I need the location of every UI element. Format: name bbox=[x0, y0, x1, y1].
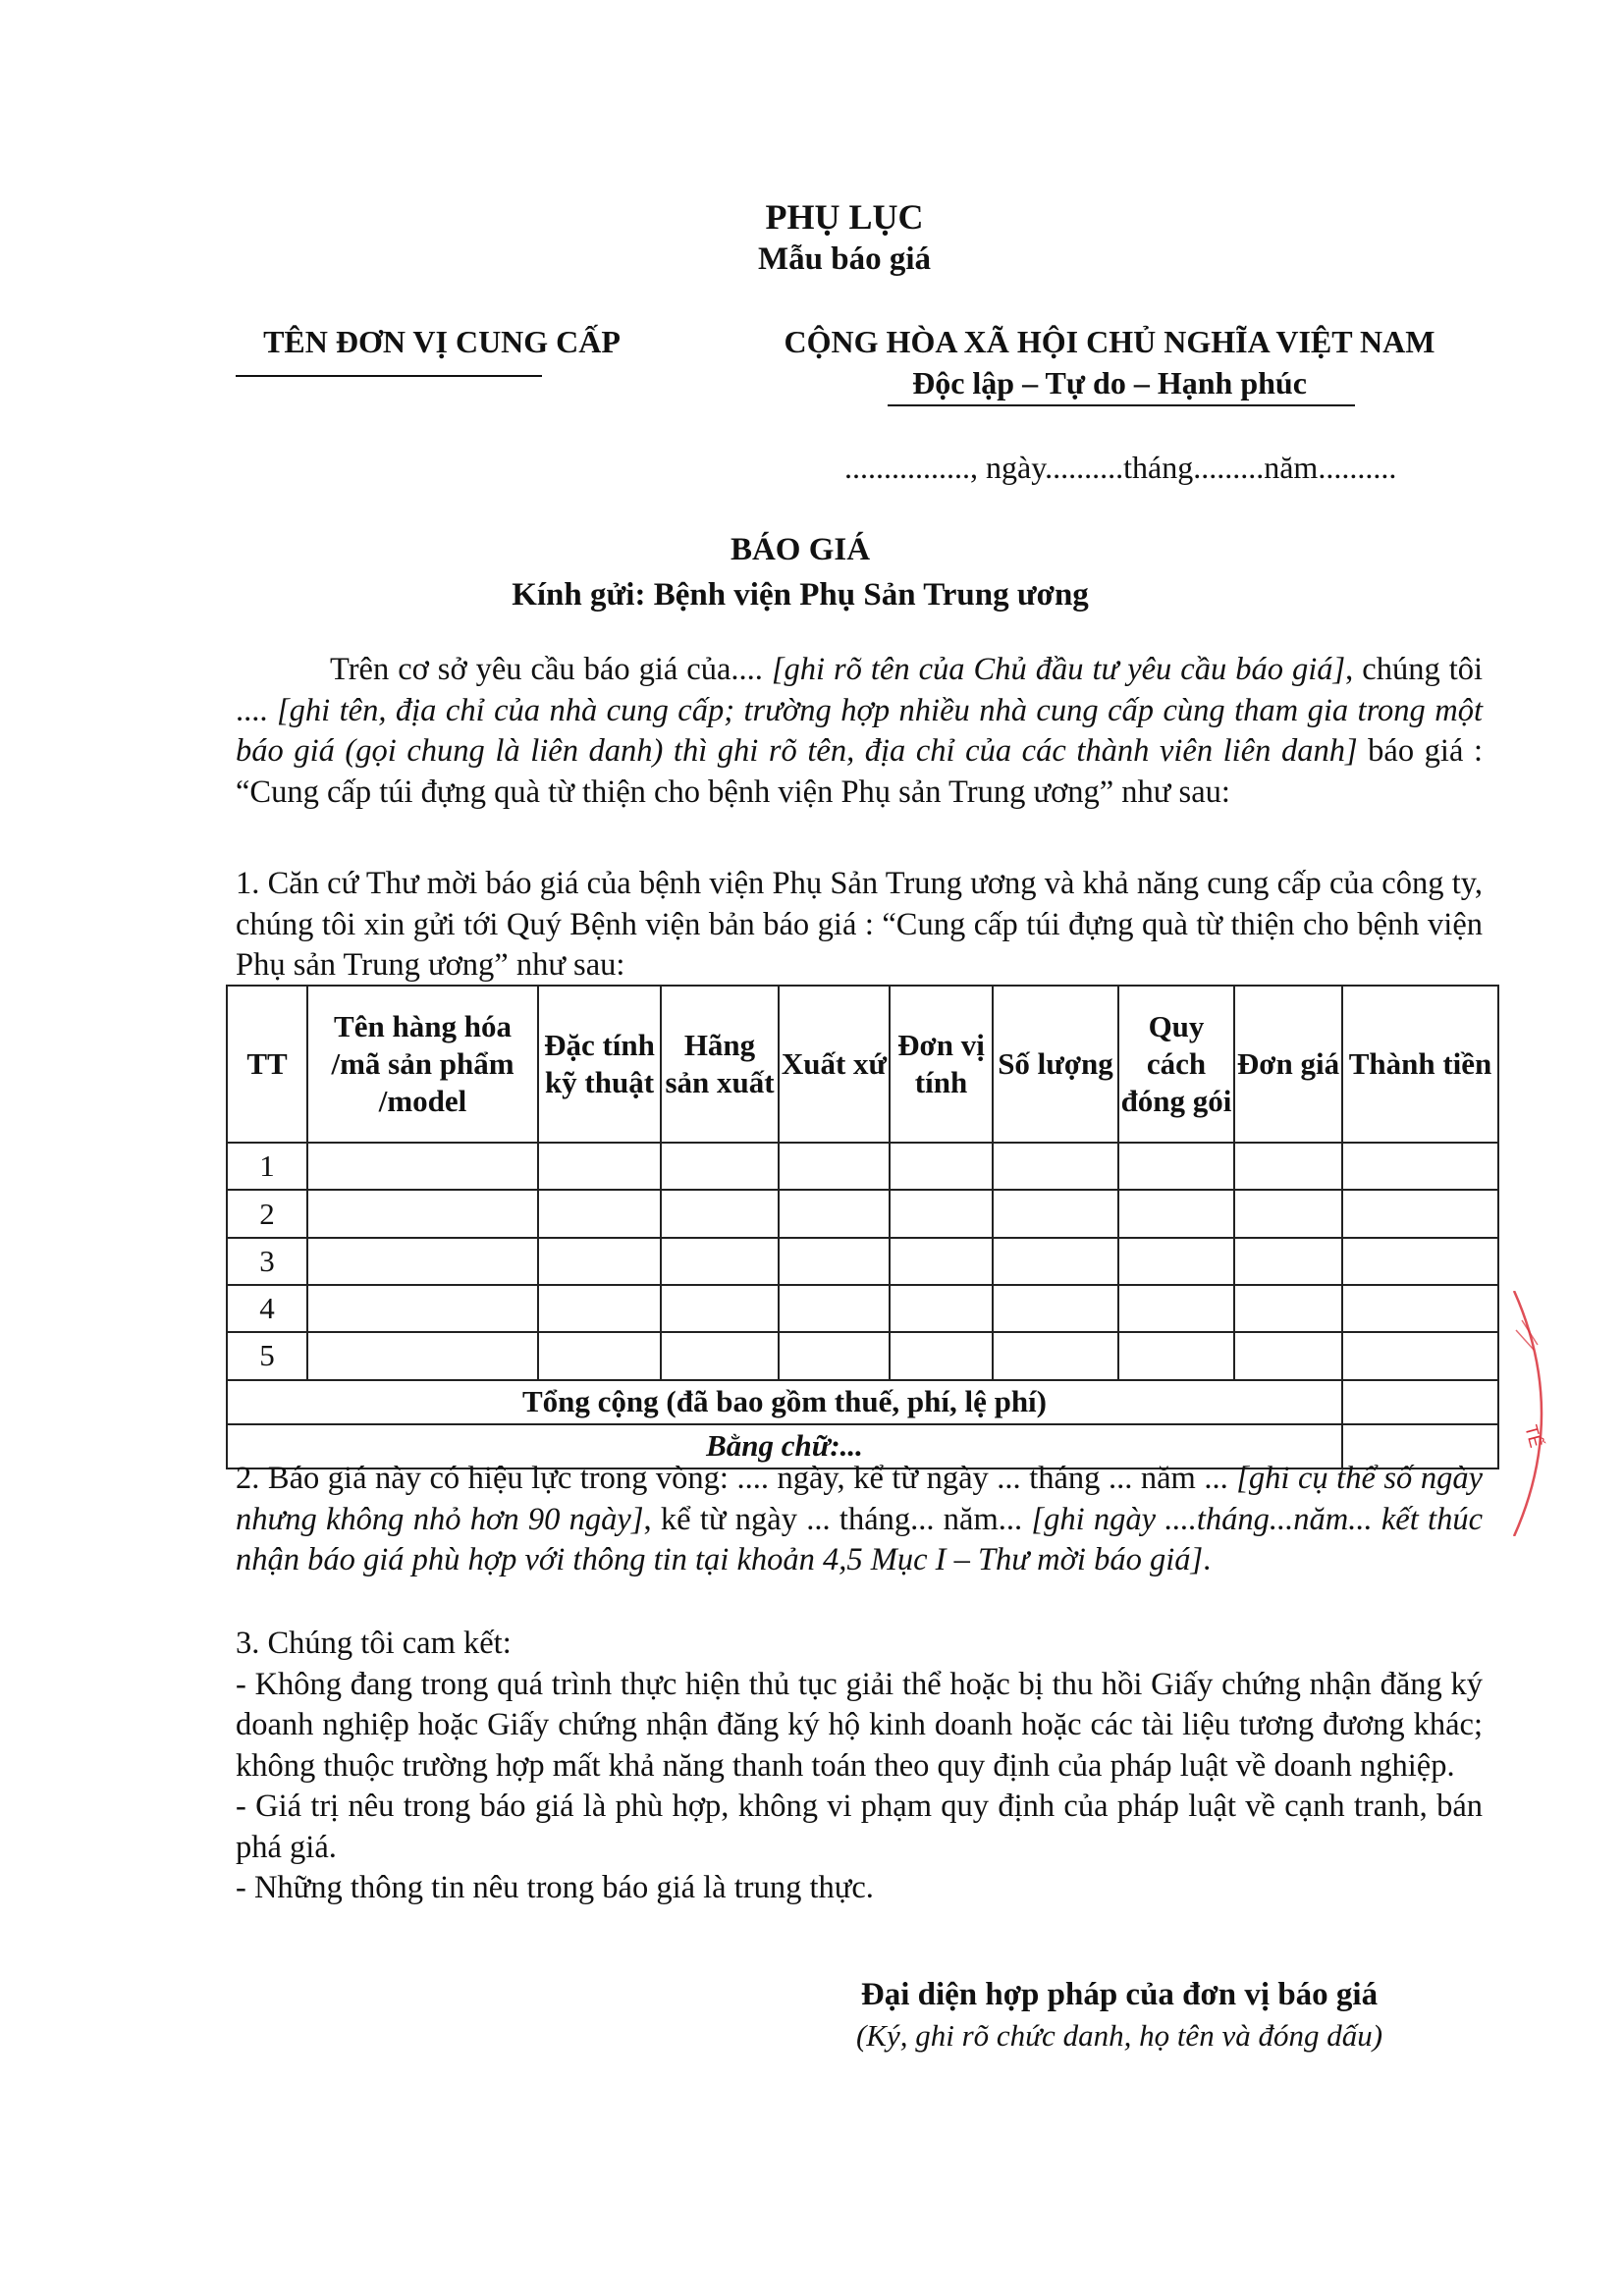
table-cell[interactable] bbox=[661, 1190, 779, 1237]
table-cell[interactable] bbox=[661, 1238, 779, 1285]
stamp-text: TẾ bbox=[1521, 1422, 1546, 1450]
commitment-item: - Những thông tin nêu trong báo giá là trung thực. bbox=[236, 1870, 874, 1905]
header-unit: Đơn vị tính bbox=[890, 986, 993, 1143]
table-row bbox=[227, 1190, 1498, 1237]
motto-underline bbox=[888, 404, 1355, 406]
recipient-line: Kính gửi: Bệnh viện Phụ Sản Trung ương bbox=[512, 577, 1089, 613]
commitment-item: - Giá trị nêu trong báo giá là phù hợp, không vi phạm quy định của pháp luật về cạnh tranh, bán phá giá. bbox=[236, 1789, 1483, 1865]
table-row bbox=[227, 1238, 1498, 1285]
table-cell[interactable] bbox=[538, 1190, 661, 1237]
table-cell[interactable] bbox=[993, 1190, 1118, 1237]
table-cell[interactable] bbox=[779, 1285, 890, 1332]
header-packaging: Quy cách đóng gói bbox=[1118, 986, 1234, 1143]
intro-mid: , chúng tôi .... bbox=[236, 652, 1484, 728]
table-cell[interactable] bbox=[779, 1238, 890, 1285]
table-row bbox=[227, 1285, 1498, 1332]
table-cell[interactable] bbox=[661, 1332, 779, 1379]
commitment-item: - Không đang trong quá trình thực hiện thủ tục giải thể hoặc bị thu hồi Giấy chứng nhận đăng ký doanh nghiệp hoặc Giấy chứng nhận đăng ký hộ kinh doanh hoặc các tài liệu tương đương khác; không thuộc trường hợp mất khả năng thanh toán theo quy định của pháp luật về doanh nghiệp. bbox=[236, 1666, 1483, 1784]
table-cell[interactable] bbox=[661, 1285, 779, 1332]
table-cell[interactable] bbox=[890, 1285, 993, 1332]
date-line: ................, ngày..........tháng.........năm.......... bbox=[844, 450, 1397, 485]
table-cell[interactable] bbox=[307, 1190, 538, 1237]
table-cell[interactable] bbox=[538, 1332, 661, 1379]
total-label: Tổng cộng (đã bao gồm thuế, phí, lệ phí) bbox=[227, 1380, 1342, 1424]
total-amount-cell[interactable] bbox=[1342, 1380, 1498, 1424]
table-cell[interactable] bbox=[307, 1332, 538, 1379]
table-cell[interactable] bbox=[890, 1238, 993, 1285]
table-cell[interactable] bbox=[307, 1143, 538, 1190]
section-1-paragraph: 1. Căn cứ Thư mời báo giá của bệnh viện Phụ Sản Trung ương và khả năng cung cấp của công ty, chúng tôi xin gửi tới Quý Bệnh viện bản báo giá : “Cung cấp túi đựng quà từ thiện cho bệnh viện Phụ sản Trung ương” như sau: bbox=[236, 866, 1483, 983]
header-amount: Thành tiền bbox=[1342, 986, 1498, 1143]
table-cell[interactable] bbox=[1234, 1238, 1342, 1285]
table-cell[interactable] bbox=[1234, 1285, 1342, 1332]
table-cell[interactable] bbox=[890, 1190, 993, 1237]
table-cell[interactable] bbox=[307, 1238, 538, 1285]
table-cell[interactable] bbox=[993, 1238, 1118, 1285]
table-cell[interactable] bbox=[1234, 1190, 1342, 1237]
table-cell[interactable] bbox=[661, 1143, 779, 1190]
table-cell[interactable] bbox=[1118, 1285, 1234, 1332]
intro-note-investor: [ghi rõ tên của Chủ đầu tư yêu cầu báo giá] bbox=[762, 652, 1346, 687]
table-cell[interactable] bbox=[779, 1190, 890, 1237]
table-cell[interactable] bbox=[1234, 1332, 1342, 1379]
header-quantity: Số lượng bbox=[993, 986, 1118, 1143]
table-cell[interactable] bbox=[538, 1238, 661, 1285]
section-2-tail: . bbox=[1203, 1542, 1212, 1577]
table-cell[interactable] bbox=[1342, 1332, 1498, 1379]
table-cell[interactable] bbox=[890, 1143, 993, 1190]
header-product-name: Tên hàng hóa /mã sản phẩm /model bbox=[307, 986, 538, 1143]
motto: Độc lập – Tự do – Hạnh phúc bbox=[912, 365, 1307, 400]
row-number: 3 bbox=[227, 1238, 307, 1285]
section-2-note-days: [ghi cụ thể số ngày nhưng không nhỏ hơn 90 ngày] bbox=[236, 1461, 1484, 1537]
total-row bbox=[227, 1380, 1498, 1424]
table-cell[interactable] bbox=[1118, 1332, 1234, 1379]
table-cell[interactable] bbox=[890, 1332, 993, 1379]
appendix-subtitle: Mẫu báo giá bbox=[757, 241, 932, 277]
table-cell[interactable] bbox=[1342, 1238, 1498, 1285]
table-row bbox=[227, 1143, 1498, 1190]
table-cell[interactable] bbox=[779, 1143, 890, 1190]
header-manufacturer: Hãng sản xuất bbox=[661, 986, 779, 1143]
row-number: 1 bbox=[227, 1143, 307, 1190]
signature-title: Đại diện hợp pháp của đơn vị báo giá bbox=[860, 1977, 1379, 2012]
table-cell[interactable] bbox=[1342, 1190, 1498, 1237]
red-stamp-fragment bbox=[1512, 1291, 1571, 1536]
table-cell[interactable] bbox=[1342, 1285, 1498, 1332]
header-origin: Xuất xứ bbox=[779, 986, 890, 1143]
section-3-commitments bbox=[236, 1624, 1483, 1909]
table-cell[interactable] bbox=[993, 1143, 1118, 1190]
table-cell[interactable] bbox=[779, 1332, 890, 1379]
row-number: 5 bbox=[227, 1332, 307, 1379]
row-number: 4 bbox=[227, 1285, 307, 1332]
table-row bbox=[227, 1332, 1498, 1379]
intro-tail: báo giá : “Cung cấp túi đựng quà từ thiện cho bệnh viện Phụ sản Trung ương” như sau: bbox=[236, 733, 1483, 810]
intro-paragraph bbox=[236, 650, 1483, 813]
table-cell[interactable] bbox=[1118, 1190, 1234, 1237]
supplier-name-header: TÊN ĐƠN VỊ CUNG CẤP bbox=[263, 324, 621, 359]
amount-in-words-label: Bằng chữ:... bbox=[227, 1424, 1342, 1468]
country-header: CỘNG HÒA XÃ HỘI CHỦ NGHĨA VIỆT NAM bbox=[784, 324, 1435, 359]
supplier-underline bbox=[236, 375, 542, 377]
header-unit-price: Đơn giá bbox=[1234, 986, 1342, 1143]
table-cell[interactable] bbox=[538, 1143, 661, 1190]
section-3-title: 3. Chúng tôi cam kết: bbox=[236, 1626, 512, 1661]
header-tt: TT bbox=[227, 986, 307, 1143]
table-cell[interactable] bbox=[1118, 1238, 1234, 1285]
table-cell[interactable] bbox=[993, 1285, 1118, 1332]
table-cell[interactable] bbox=[1118, 1143, 1234, 1190]
table-header-row bbox=[227, 986, 1498, 1143]
quote-table bbox=[226, 985, 1499, 1469]
table-cell[interactable] bbox=[538, 1285, 661, 1332]
table-cell[interactable] bbox=[993, 1332, 1118, 1379]
header-technical-spec: Đặc tính kỹ thuật bbox=[538, 986, 661, 1143]
intro-lead: Trên cơ sở yêu cầu báo giá của.... bbox=[330, 652, 763, 687]
intro-note-supplier: [ghi tên, địa chỉ của nhà cung cấp; trường hợp nhiều nhà cung cấp cùng tham gia trong một báo giá (gọi chung là liên danh) thì ghi rõ tên, địa chỉ của các thành viên liên danh] bbox=[236, 692, 1483, 769]
appendix-title: PHỤ LỤC bbox=[765, 197, 924, 237]
section-2-lead: 2. Báo giá này có hiệu lực trong vòng: .... ngày, kể từ ngày ... tháng ... năm ... bbox=[236, 1461, 1237, 1496]
section-2-paragraph bbox=[236, 1459, 1483, 1581]
row-number: 2 bbox=[227, 1190, 307, 1237]
signature-note: (Ký, ghi rõ chức danh, họ tên và đóng dấu) bbox=[855, 2018, 1383, 2053]
section-2-mid: , kể từ ngày ... tháng... năm... bbox=[643, 1501, 1032, 1537]
quote-title: BÁO GIÁ bbox=[730, 532, 871, 567]
table-cell[interactable] bbox=[1342, 1143, 1498, 1190]
section-2-note-date: [ghi ngày ....tháng...năm... kết thúc nhận báo giá phù hợp với thông tin tại khoản 4,5 Mục I – Thư mời báo giá] bbox=[236, 1501, 1484, 1577]
table-cell[interactable] bbox=[307, 1285, 538, 1332]
table-cell[interactable] bbox=[1234, 1143, 1342, 1190]
